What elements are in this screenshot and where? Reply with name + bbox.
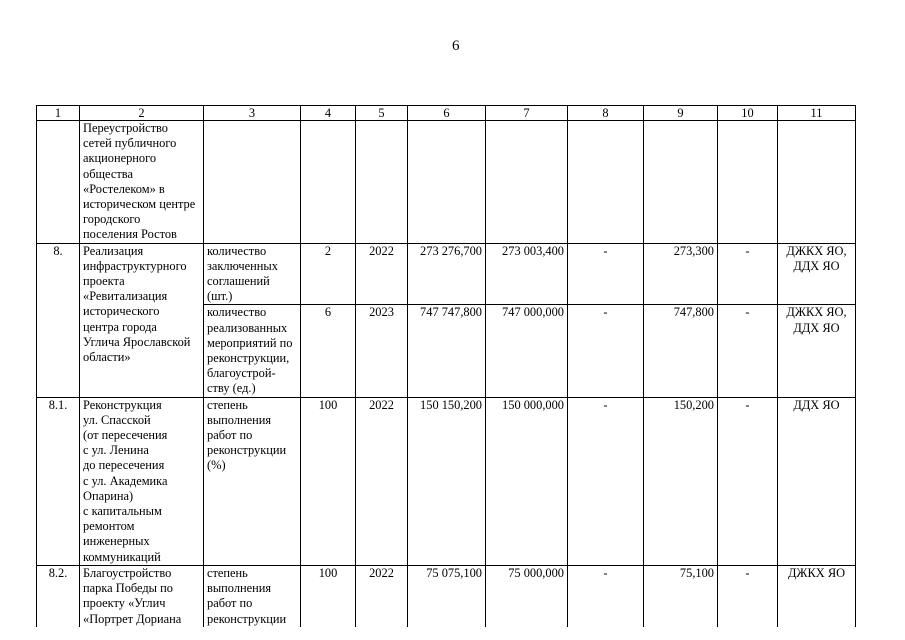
program-table — [36, 105, 856, 627]
indicator-name: степень выполнения работ по реконструкции — [204, 565, 301, 627]
regional-amount: 75,100 — [644, 565, 718, 627]
column-header: 10 — [718, 106, 778, 121]
federal-amount: 150 000,000 — [486, 397, 568, 565]
total-amount: 75 075,100 — [408, 565, 486, 627]
table-row — [37, 565, 856, 627]
table-row — [37, 397, 856, 565]
column-header: 5 — [356, 106, 408, 121]
year: 2022 — [356, 565, 408, 627]
col10-value: - — [718, 565, 778, 627]
regional-amount: 150,200 — [644, 397, 718, 565]
regional-amount: 747,800 — [644, 305, 718, 397]
indicator-value: 6 — [301, 305, 356, 397]
measure-name: Реализация инфраструктурного проекта «Ревитализация исторического центра города Углича Ярославской области» — [80, 243, 204, 397]
col8-value: - — [568, 565, 644, 627]
column-header: 6 — [408, 106, 486, 121]
col8-value: - — [568, 243, 644, 305]
column-header: 8 — [568, 106, 644, 121]
row-number: 8. — [37, 243, 80, 397]
year: 2022 — [356, 397, 408, 565]
column-number-row — [37, 106, 856, 121]
total-amount: 273 276,700 — [408, 243, 486, 305]
col8-value: - — [568, 305, 644, 397]
column-header: 7 — [486, 106, 568, 121]
federal-amount: 747 000,000 — [486, 305, 568, 397]
federal-amount: 273 003,400 — [486, 243, 568, 305]
measure-name: Благоустройство парка Победы по проекту «Углич «Портрет Дориана — [80, 565, 204, 627]
measure-name: Переустройство сетей публичного акционерного общества «Ростелеком» в историческом центре городского поселения Ростов — [80, 121, 204, 244]
measure-name: Реконструкция ул. Спасской (от пересечения с ул. Ленина до пересечения с ул. Академика Опарина) с капитальным ремонтом инженерных коммуникаций — [80, 397, 204, 565]
col8-value: - — [568, 397, 644, 565]
indicator-value: 2 — [301, 243, 356, 305]
federal-amount: 75 000,000 — [486, 565, 568, 627]
col10-value: - — [718, 243, 778, 305]
total-amount: 150 150,200 — [408, 397, 486, 565]
column-header: 9 — [644, 106, 718, 121]
year: 2023 — [356, 305, 408, 397]
executor: ДДХ ЯО — [778, 397, 856, 565]
table-row — [37, 243, 856, 305]
executor: ДЖКХ ЯО — [778, 565, 856, 627]
table-row — [37, 121, 856, 244]
column-header: 4 — [301, 106, 356, 121]
column-header: 2 — [80, 106, 204, 121]
indicator-value: 100 — [301, 397, 356, 565]
executor: ДЖКХ ЯО, ДДХ ЯО — [778, 243, 856, 305]
indicator-name: количество заключенных соглашений (шт.) — [204, 243, 301, 305]
column-header: 1 — [37, 106, 80, 121]
year: 2022 — [356, 243, 408, 305]
indicator-name: степень выполнения работ по реконструкции (%) — [204, 397, 301, 565]
col10-value: - — [718, 397, 778, 565]
executor: ДЖКХ ЯО, ДДХ ЯО — [778, 305, 856, 397]
col10-value: - — [718, 305, 778, 397]
indicator-name: количество реализованных мероприятий по реконструкции, благоустрой- ству (ед.) — [204, 305, 301, 397]
column-header: 3 — [204, 106, 301, 121]
indicator-value: 100 — [301, 565, 356, 627]
row-number: 8.1. — [37, 397, 80, 565]
regional-amount: 273,300 — [644, 243, 718, 305]
column-header: 11 — [778, 106, 856, 121]
row-number: 8.2. — [37, 565, 80, 627]
total-amount: 747 747,800 — [408, 305, 486, 397]
page-number: 6 — [452, 38, 460, 54]
